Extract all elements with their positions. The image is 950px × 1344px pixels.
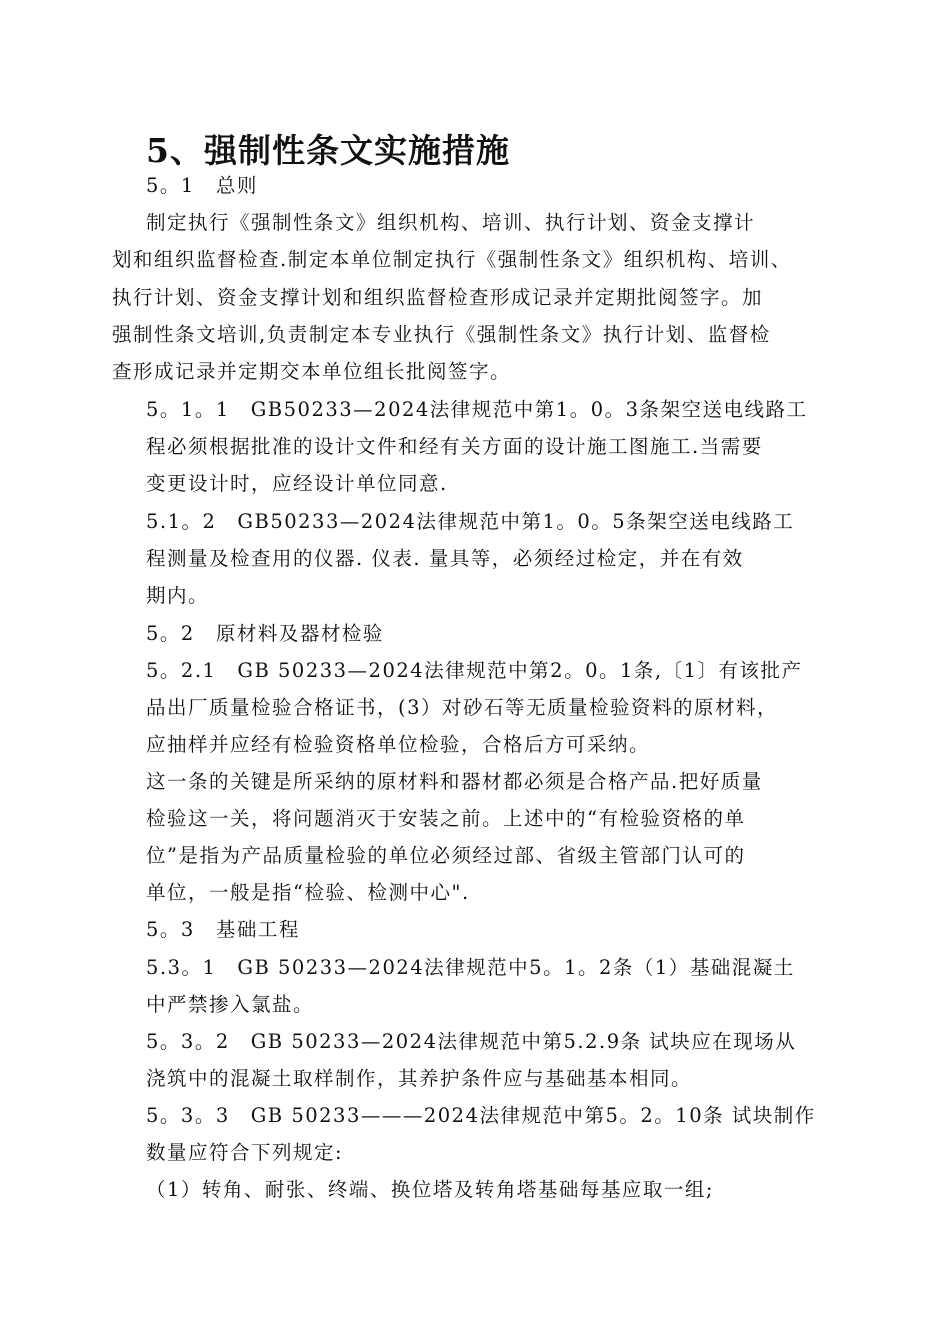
paragraph-line: 中严禁掺入氯盐。 [146,993,315,1016]
paragraph-line: 这一条的关键是所采纳的原材料和器材都必须是合格产品.把好质量 [146,770,763,793]
clause-5-1-2: 5.1。2 GB50233—2024法律规范中第1。0。5条架空送电线路工 [146,510,795,533]
paragraph-line: 期内。 [146,584,210,607]
paragraph-line: 位”是指为产品质量检验的单位必须经过部、省级主管部门认可的 [146,844,746,867]
paragraph-line: 检验这一关，将问题消灭于安装之前。上述中的“有检验资格的单 [146,807,746,830]
clause-5-3-2: 5。3。2 GB 50233—2024法律规范中第5.2.9条 试块应在现场从 [146,1030,797,1053]
paragraph-line: 变更设计时，应经设计单位同意. [146,472,448,495]
section-title: 5、强制性条文实施措施 [146,131,510,170]
paragraph-line: 品出厂质量检验合格证书，(3）对砂石等无质量检验资料的原材料， [146,696,779,719]
paragraph-line: 划和组织监督检查.制定本单位制定执行《强制性条文》组织机构、培训、 [112,248,792,271]
paragraph-line: 数量应符合下列规定: [146,1141,344,1164]
paragraph-line: 浇筑中的混凝土取样制作，其养护条件应与基础基本相同。 [146,1067,693,1090]
paragraph-line: 强制性条文培训,负责制定本专业执行《强制性条文》执行计划、监督检 [112,323,771,346]
subsection-heading-5-1: 5。1 总则 [146,174,258,197]
clause-5-3-1: 5.3。1 GB 50233—2024法律规范中5。1。2条（1）基础混凝土 [146,956,795,979]
paragraph-line: 单位，一般是指“检验、检测中心". [146,881,470,904]
paragraph-line: 应抽样并应经有检验资格单位检验，合格后方可采纳。 [146,733,651,756]
paragraph-line: 查形成记录并定期交本单位组长批阅签字。 [112,360,512,383]
subsection-heading-5-2: 5。2 原材料及器材检验 [146,622,384,645]
paragraph-line: 程测量及检查用的仪器. 仪表. 量具等，必须经过检定，并在有效 [146,547,744,570]
clause-5-3-3: 5。3。3 GB 50233———2024法律规范中第5。2。10条 试块制作 [146,1104,816,1127]
paragraph-line: 程必须根据批准的设计文件和经有关方面的设计施工图施工.当需要 [146,435,763,458]
subsection-heading-5-3: 5。3 基础工程 [146,918,300,941]
clause-5-2-1: 5。2.1 GB 50233—2024法律规范中第2。0。1条,〔1〕有该批产 [146,659,803,682]
paragraph-line: 执行计划、资金支撑计划和组织监督检查形成记录并定期批阅签字。加 [112,286,764,309]
paragraph-line: 制定执行《强制性条文》组织机构、培训、执行计划、资金支撑计 [146,211,756,234]
list-item: （1）转角、耐张、终端、换位塔及转角塔基础每基应取一组; [146,1178,714,1201]
clause-5-1-1: 5。1。1 GB50233—2024法律规范中第1。0。3条架空送电线路工 [146,398,808,421]
